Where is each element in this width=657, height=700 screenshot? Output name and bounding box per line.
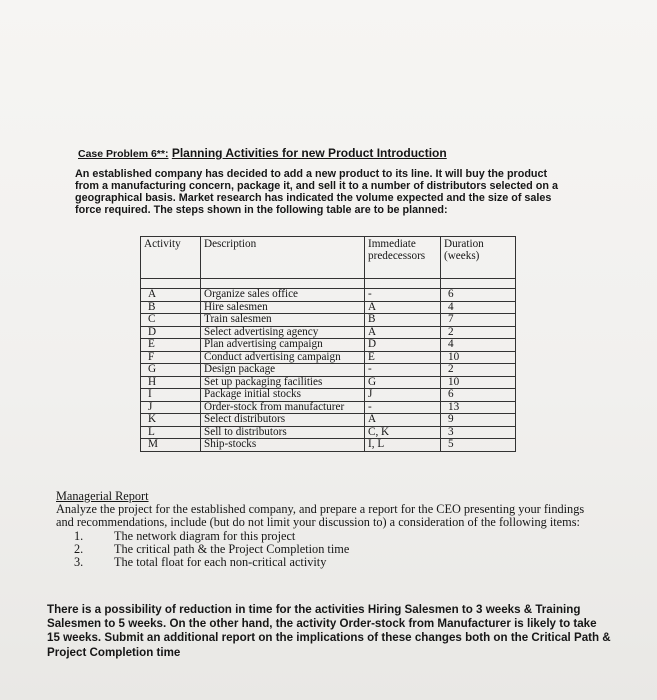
cell-predecessors: C, K xyxy=(365,426,441,439)
table-row xyxy=(141,389,516,402)
cell-description: Set up packaging facilities xyxy=(201,376,365,389)
cell-predecessors: I, L xyxy=(365,439,441,452)
table-row xyxy=(141,401,516,414)
case-number: Case Problem 6**: xyxy=(78,148,169,160)
cell-activity: G xyxy=(141,364,201,377)
cell-duration: 13 xyxy=(441,401,516,414)
cell-activity: I xyxy=(141,389,201,402)
cell-activity: F xyxy=(141,351,201,364)
cell-duration: 7 xyxy=(441,314,516,327)
cell-activity: C xyxy=(141,314,201,327)
table-row xyxy=(141,314,516,327)
report-body: Analyze the project for the established company, and prepare a report for the CEO presenting your findings and recommendations, include (but do not limit your discussion to) a consideration of the following items: xyxy=(56,502,585,530)
table-row xyxy=(141,301,516,314)
cell-description: Order-stock from manufacturer xyxy=(201,401,365,414)
header-description: Description xyxy=(201,237,365,279)
cell-predecessors: J xyxy=(365,389,441,402)
table-row xyxy=(141,439,516,452)
cell-activity: J xyxy=(141,401,201,414)
cell-predecessors: - xyxy=(365,364,441,377)
intro-paragraph: An established company has decided to add a new product to its line. It will buy the product from a manufacturing concern, package it, and sell it to a number of distributors selected on a geographical basis. Market research has indicated the volume expected and the size of sales force required. The steps shown in the following table are to be planned: xyxy=(75,168,558,216)
additional-report-paragraph: There is a possibility of reduction in time for the activities Hiring Salesmen to 3 weeks & Training Salesmen to 5 weeks. On the other hand, the activity Order-stock from Manufacturer is likely to take 15 weeks. Submit an additional report on the implications of these changes both on the Critical Path & Project Completion time xyxy=(47,603,611,659)
table-row xyxy=(141,339,516,352)
cell-predecessors: A xyxy=(365,301,441,314)
cell-predecessors: A xyxy=(365,326,441,339)
cell-predecessors: E xyxy=(365,351,441,364)
table-row xyxy=(141,289,516,302)
table-spacer-row xyxy=(141,279,516,289)
managerial-report xyxy=(56,490,601,569)
report-item-number: 3. xyxy=(74,555,84,570)
table-row xyxy=(141,351,516,364)
cell-description: Conduct advertising campaign xyxy=(201,351,365,364)
table-row xyxy=(141,376,516,389)
case-title xyxy=(78,146,447,160)
cell-description: Select advertising agency xyxy=(201,326,365,339)
cell-description: Train salesmen xyxy=(201,314,365,327)
cell-activity: K xyxy=(141,414,201,427)
table-row xyxy=(141,364,516,377)
cell-duration: 5 xyxy=(441,439,516,452)
case-heading: Planning Activities for new Product Introduction xyxy=(171,146,447,160)
cell-duration: 10 xyxy=(441,351,516,364)
cell-activity: B xyxy=(141,301,201,314)
cell-activity: H xyxy=(141,376,201,389)
table-header-row xyxy=(141,237,516,279)
table-row xyxy=(141,326,516,339)
report-item-text: The critical path & the Project Completion time xyxy=(114,541,350,556)
report-item-number: 2. xyxy=(74,541,84,556)
report-item xyxy=(56,556,601,569)
cell-predecessors: A xyxy=(365,414,441,427)
cell-description: Sell to distributors xyxy=(201,426,365,439)
cell-predecessors: - xyxy=(365,289,441,302)
cell-duration: 6 xyxy=(441,289,516,302)
report-item-number: 1. xyxy=(74,528,84,543)
cell-description: Ship-stocks xyxy=(201,439,365,452)
cell-description: Organize sales office xyxy=(201,289,365,302)
cell-activity: L xyxy=(141,426,201,439)
cell-duration: 2 xyxy=(441,326,516,339)
cell-predecessors: D xyxy=(365,339,441,352)
cell-duration: 4 xyxy=(441,301,516,314)
cell-description: Plan advertising campaign xyxy=(201,339,365,352)
header-activity: Activity xyxy=(141,237,201,279)
cell-activity: E xyxy=(141,339,201,352)
cell-duration: 10 xyxy=(441,376,516,389)
cell-predecessors: G xyxy=(365,376,441,389)
table-row xyxy=(141,414,516,427)
cell-duration: 4 xyxy=(441,339,516,352)
table-row xyxy=(141,426,516,439)
cell-predecessors: B xyxy=(365,314,441,327)
cell-activity: A xyxy=(141,289,201,302)
header-duration: Duration (weeks) xyxy=(441,237,516,279)
cell-duration: 2 xyxy=(441,364,516,377)
report-item-text: The network diagram for this project xyxy=(114,528,296,543)
cell-description: Select distributors xyxy=(201,414,365,427)
header-predecessors: Immediate predecessors xyxy=(365,237,441,279)
cell-description: Hire salesmen xyxy=(201,301,365,314)
cell-duration: 9 xyxy=(441,414,516,427)
cell-activity: M xyxy=(141,439,201,452)
activities-table xyxy=(140,236,516,452)
cell-predecessors: - xyxy=(365,401,441,414)
report-item-text: The total float for each non-critical activity xyxy=(114,555,327,570)
cell-description: Design package xyxy=(201,364,365,377)
cell-activity: D xyxy=(141,326,201,339)
report-heading: Managerial Report xyxy=(56,489,149,503)
report-items-list xyxy=(56,530,601,570)
cell-description: Package initial stocks xyxy=(201,389,365,402)
cell-duration: 3 xyxy=(441,426,516,439)
cell-duration: 6 xyxy=(441,389,516,402)
